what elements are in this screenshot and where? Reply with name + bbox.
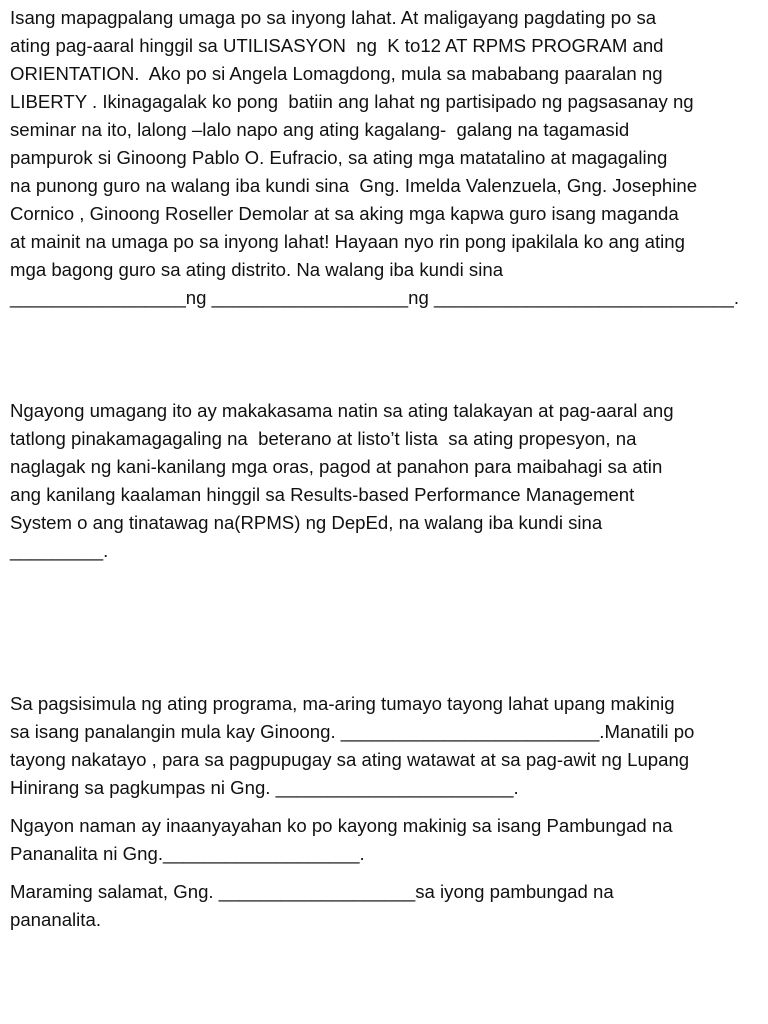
text-line: sa isang panalangin mula kay Ginoong. _________________________.Manatili po (10, 721, 695, 742)
text-line: Ngayong umagang ito ay makakasama natin sa ating talakayan at pag-aaral ang (10, 400, 674, 421)
text-line: tatlong pinakamagagaling na beterano at listo’t lista sa ating propesyon, na (10, 428, 637, 449)
text-line: pananalita. (10, 909, 101, 930)
text-line: Pananalita ni Gng.___________________. (10, 843, 365, 864)
text-line: Isang mapagpalang umaga po sa inyong lahat. At maligayang pagdating po sa (10, 7, 657, 28)
text-line: na punong guro na walang iba kundi sina Gng. Imelda Valenzuela, Gng. Josephine (10, 175, 698, 196)
text-line: Maraming salamat, Gng. ___________________sa iyong pambungad na (10, 881, 614, 902)
text-line: ang kanilang kaalaman hinggil sa Results-based Performance Management (10, 484, 635, 505)
text-line: ating pag-aaral hinggil sa UTILISASYON ng K to12 AT RPMS PROGRAM and (10, 35, 664, 56)
text-line: at mainit na umaga po sa inyong lahat! Hayaan nyo rin pong ipakilala ko ang ating (10, 231, 685, 252)
text-line: pampurok si Ginoong Pablo O. Eufracio, sa ating mga matatalino at magagaling (10, 147, 668, 168)
text-line: LIBERTY . Ikinagagalak ko pong batiin ang lahat ng partisipado ng pagsasanay ng (10, 91, 694, 112)
text-line: naglagak ng kani-kanilang mga oras, pagod at panahon para maibahagi sa atin (10, 456, 663, 477)
paragraph-opening-remarks-invite (10, 812, 762, 868)
paragraph-thanks (10, 878, 762, 934)
paragraph-welcome (10, 4, 762, 312)
text-line: System o ang tinatawag na(RPMS) ng DepEd, na walang iba kundi sina (10, 512, 603, 533)
blank-line-speakers: _________. (10, 540, 109, 561)
text-line: Cornico , Ginoong Roseller Demolar at sa aking mga kapwa guro isang maganda (10, 203, 679, 224)
text-line: mga bagong guro sa ating distrito. Na walang iba kundi sina (10, 259, 504, 280)
text-line: seminar na ito, lalong –lalo napo ang ating kagalang- galang na tagamasid (10, 119, 630, 140)
paragraph-speakers (10, 397, 762, 565)
text-line: Ngayon naman ay inaanyayahan ko po kayong makinig sa isang Pambungad na (10, 815, 673, 836)
text-line: ORIENTATION. Ako po si Angela Lomagdong, mula sa mababang paaralan ng (10, 63, 663, 84)
blank-lines-new-teachers: _________________ng ___________________ng _____________________________. (10, 287, 740, 308)
text-line: Sa pagsisimula ng ating programa, ma-aring tumayo tayong lahat upang makinig (10, 693, 675, 714)
paragraph-prayer-anthem (10, 690, 762, 802)
text-line: tayong nakatayo , para sa pagpupugay sa ating watawat at sa pag-awit ng Lupang (10, 749, 690, 770)
text-line: Hinirang sa pagkumpas ni Gng. _______________________. (10, 777, 519, 798)
